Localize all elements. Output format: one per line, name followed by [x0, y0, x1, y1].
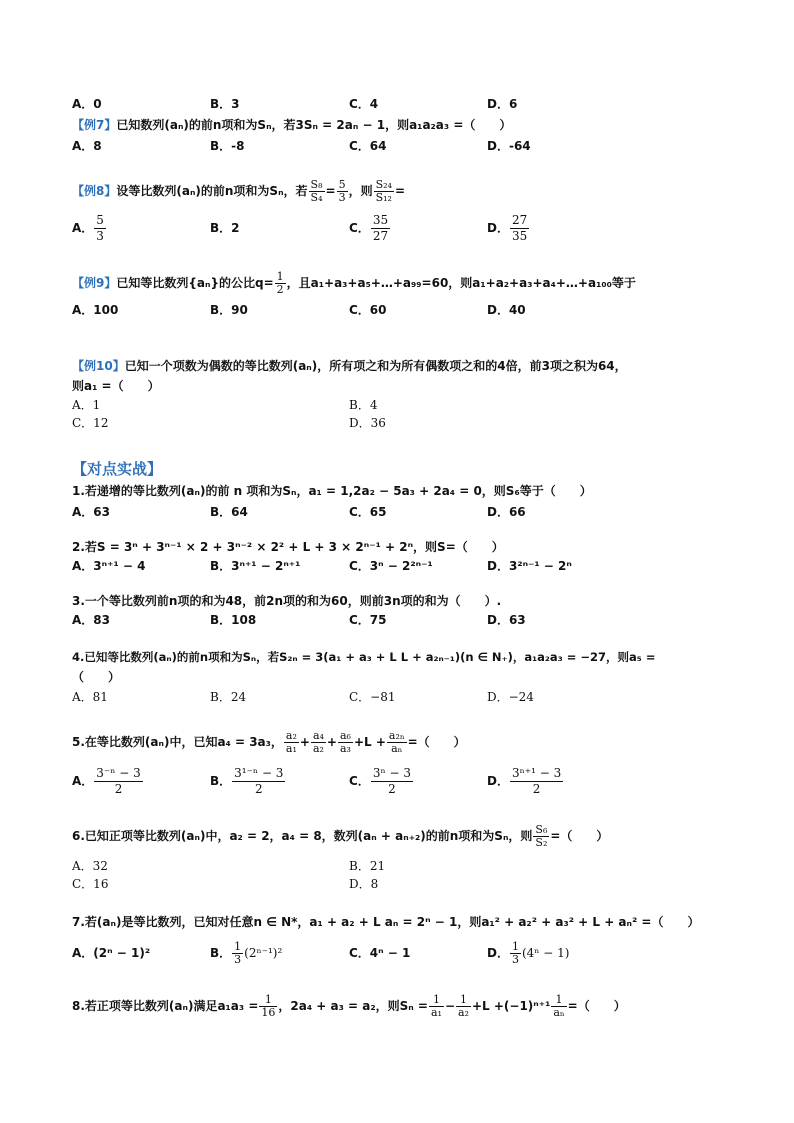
example-8-option-b: B．2 — [210, 221, 240, 235]
question-6-text-b: =（ ） — [550, 829, 609, 843]
example-8-text-a: 设等比数列(aₙ)的前n项和为Sₙ，若 — [116, 184, 308, 198]
question-1-option-c: C．65 — [349, 505, 387, 519]
question-5-option-b: B． $\frac{\text{3¹⁻ⁿ − 3}}{2}$ — [210, 766, 284, 796]
example-10-text: 已知一个项数为偶数的等比数列(aₙ)，所有项之和为所有偶数项之和的4倍，前3项之积为64， — [124, 359, 627, 373]
example-8-tag: 【例8】 — [72, 184, 117, 198]
example-9-text-a: 已知等比数列{aₙ}的公比q= — [116, 276, 274, 290]
question-5-text-b: =（ ） — [407, 735, 466, 749]
question-6-stem: 6.已知正项等比数列(aₙ)中，a₂ = 2，a₄ = 8，数列(aₙ + aₙ₊₂)的前n项和为Sₙ，则 $\frac{\text{S₆}}{\text{S₂}}$ =（ ） — [72, 823, 609, 849]
example-9-text-b: ，且a₁+a₃+a₅+…+a₉₉=60，则a₁+a₂+a₃+a₄+…+a₁₀₀等于 — [286, 276, 636, 290]
question-7-option-d: D． $\frac{1}{3}$ (4ⁿ − 1) — [487, 940, 570, 966]
ratio-s8-s4: $\frac{\text{S₈}}{\text{S₄}}$ — [310, 178, 323, 204]
example-10-option-a: A．1 — [72, 398, 101, 412]
fraction-1-2: $\frac{1}{2}$ — [276, 270, 284, 296]
question-8-text-c: =（ ） — [567, 999, 626, 1013]
example-7-option-a: A．8 — [72, 139, 102, 153]
question-6-text-a: 6.已知正项等比数列(aₙ)中，a₂ = 2，a₄ = 8，数列(aₙ + aₙ₊₂)的前n项和为Sₙ，则 — [72, 829, 533, 843]
question-2-option-b: B．3ⁿ⁺¹ − 2ⁿ⁺¹ — [210, 559, 301, 573]
question-5-option-c: C． $\frac{\text{3ⁿ − 3}}{2}$ — [349, 766, 411, 796]
example-9-tag: 【例9】 — [72, 276, 117, 290]
top-option-d: D．6 — [487, 97, 518, 111]
example-8-option-c: C． $\frac{35}{27}$ — [349, 213, 389, 243]
question-4-option-b: B．24 — [210, 690, 247, 704]
example-8-text-b: ，则 — [348, 184, 373, 198]
example-10-option-d: D．36 — [349, 416, 386, 430]
example-10-stem — [72, 358, 627, 374]
question-3-option-a: A．83 — [72, 613, 110, 627]
question-7-option-c: C．4ⁿ − 1 — [349, 946, 411, 960]
question-3-option-b: B．108 — [210, 613, 257, 627]
example-7-option-c: C．64 — [349, 139, 387, 153]
question-2-stem: 2.若S = 3ⁿ + 3ⁿ⁻¹ × 2 + 3ⁿ⁻² × 2² + L + 3 × 2ⁿ⁻¹ + 2ⁿ，则S=（ ） — [72, 540, 504, 554]
example-8-option-d: D． $\frac{27}{35}$ — [487, 213, 528, 243]
question-2-option-d: D．3²ⁿ⁻¹ − 2ⁿ — [487, 559, 572, 573]
question-1-option-d: D．66 — [487, 505, 526, 519]
question-6-option-b: B．21 — [349, 859, 386, 873]
example-7-stem — [72, 117, 511, 133]
example-9-option-b: B．90 — [210, 303, 248, 317]
question-8-text-a: 8.若正项等比数列(aₙ)满足a₁a₃ = — [72, 999, 259, 1013]
top-option-a: A．0 — [72, 97, 102, 111]
example-7-option-d: D．-64 — [487, 139, 531, 153]
top-option-c: C．4 — [349, 97, 379, 111]
example-10-tag: 【例10】 — [72, 359, 125, 373]
equals-sign: = — [325, 184, 336, 198]
example-7-tag: 【例7】 — [72, 118, 117, 132]
question-7-option-b: B． $\frac{1}{3}$ (2ⁿ⁻¹)² — [210, 940, 283, 966]
question-4-option-d: D．−24 — [487, 690, 534, 704]
question-3-option-d: D．63 — [487, 613, 526, 627]
top-option-b: B．3 — [210, 97, 240, 111]
question-5-option-a: A． $\frac{\text{3⁻ⁿ − 3}}{2}$ — [72, 766, 141, 796]
example-9-option-c: C．60 — [349, 303, 387, 317]
example-9-option-d: D．40 — [487, 303, 526, 317]
example-8-text-c: = — [394, 184, 405, 198]
question-8-text-b: ，2a₄ + a₃ = a₂，则Sₙ = — [278, 999, 428, 1013]
question-5-option-d: D． $\frac{\text{3ⁿ⁺¹ − 3}}{2}$ — [487, 766, 562, 796]
ratio-s24-s12: $\frac{\text{S₂₄}}{\text{S₁₂}}$ — [375, 178, 392, 204]
question-7-stem: 7.若(aₙ)是等比数列，已知对任意n ∈ N*，a₁ + a₂ + L aₙ = 2ⁿ − 1，则a₁² + a₂² + a₃² + L + aₙ² =（ ） — [72, 915, 700, 929]
question-4-option-a: A．81 — [72, 690, 108, 704]
example-10-stem-line2: 则a₁ =（ ） — [72, 379, 160, 393]
question-4-option-c: C．−81 — [349, 690, 396, 704]
question-5-stem: 5.在等比数列(aₙ)中，已知a₄ = 3a₃， $\frac{\text{a₂}}{\text{a₁}}$ + $\frac{\text{a₄}}{\text{a₂}}$ + $\frac{\text{a₆}}{\text{a₃}}$ +L + $\frac{\text{a₂ₙ}}{\text{aₙ}}$ =（ ） — [72, 729, 466, 755]
question-6-option-c: C．16 — [72, 877, 109, 891]
example-7-text: 已知数列(aₙ)的前n项和为Sₙ，若3Sₙ = 2aₙ − 1，则a₁a₂a₃ =（ ） — [116, 118, 512, 132]
example-9-stem — [72, 268, 636, 298]
question-4-stem-line2: （ ） — [72, 670, 121, 684]
question-8-stem: 8.若正项等比数列(aₙ)满足a₁a₃ = $\frac{1}{16}$ ，2a₄ + a₃ = a₂，则Sₙ = $\frac{1}{\text{a₁}}$ − $\frac{1}{\text{a₂}}$ +L +(−1)ⁿ⁺¹ $\frac{1}{\text{aₙ}}$ =（ ） — [72, 993, 626, 1019]
question-3-stem: 3.一个等比数列前n项的和为48，前2n项的和为60，则前3n项的和为（ ）. — [72, 594, 502, 608]
question-5-text-a: 5.在等比数列(aₙ)中，已知a₄ = 3a₃， — [72, 735, 283, 749]
example-10-option-c: C．12 — [72, 416, 109, 430]
question-6-option-d: D．8 — [349, 877, 379, 891]
fraction-5-3: $\frac{5}{3}$ — [338, 178, 346, 204]
example-8-stem — [72, 176, 405, 206]
section-title: 【对点实战】 — [72, 460, 163, 478]
question-6-option-a: A．32 — [72, 859, 108, 873]
question-1-option-a: A．63 — [72, 505, 110, 519]
question-3-option-c: C．75 — [349, 613, 387, 627]
example-7-option-b: B．-8 — [210, 139, 245, 153]
question-7-option-a: A．(2ⁿ − 1)² — [72, 946, 151, 960]
question-1-option-b: B．64 — [210, 505, 248, 519]
example-10-option-b: B．4 — [349, 398, 378, 412]
question-1-stem: 1.若递增的等比数列(aₙ)的前 n 项和为Sₙ，a₁ = 1,2a₂ − 5a₃ + 2a₄ = 0，则S₆等于（ ） — [72, 484, 592, 498]
question-2-option-c: C．3ⁿ − 2²ⁿ⁻¹ — [349, 559, 433, 573]
example-8-option-a: A． $\frac{5}{3}$ — [72, 213, 104, 243]
question-4-stem: 4.已知等比数列(aₙ)的前n项和为Sₙ，若S₂ₙ = 3(a₁ + a₃ + L L + a₂ₙ₋₁)(n ∈ N₊)，a₁a₂a₃ = −27，则a₅ = — [72, 650, 656, 664]
example-9-option-a: A．100 — [72, 303, 119, 317]
question-2-option-a: A．3ⁿ⁺¹ − 4 — [72, 559, 146, 573]
